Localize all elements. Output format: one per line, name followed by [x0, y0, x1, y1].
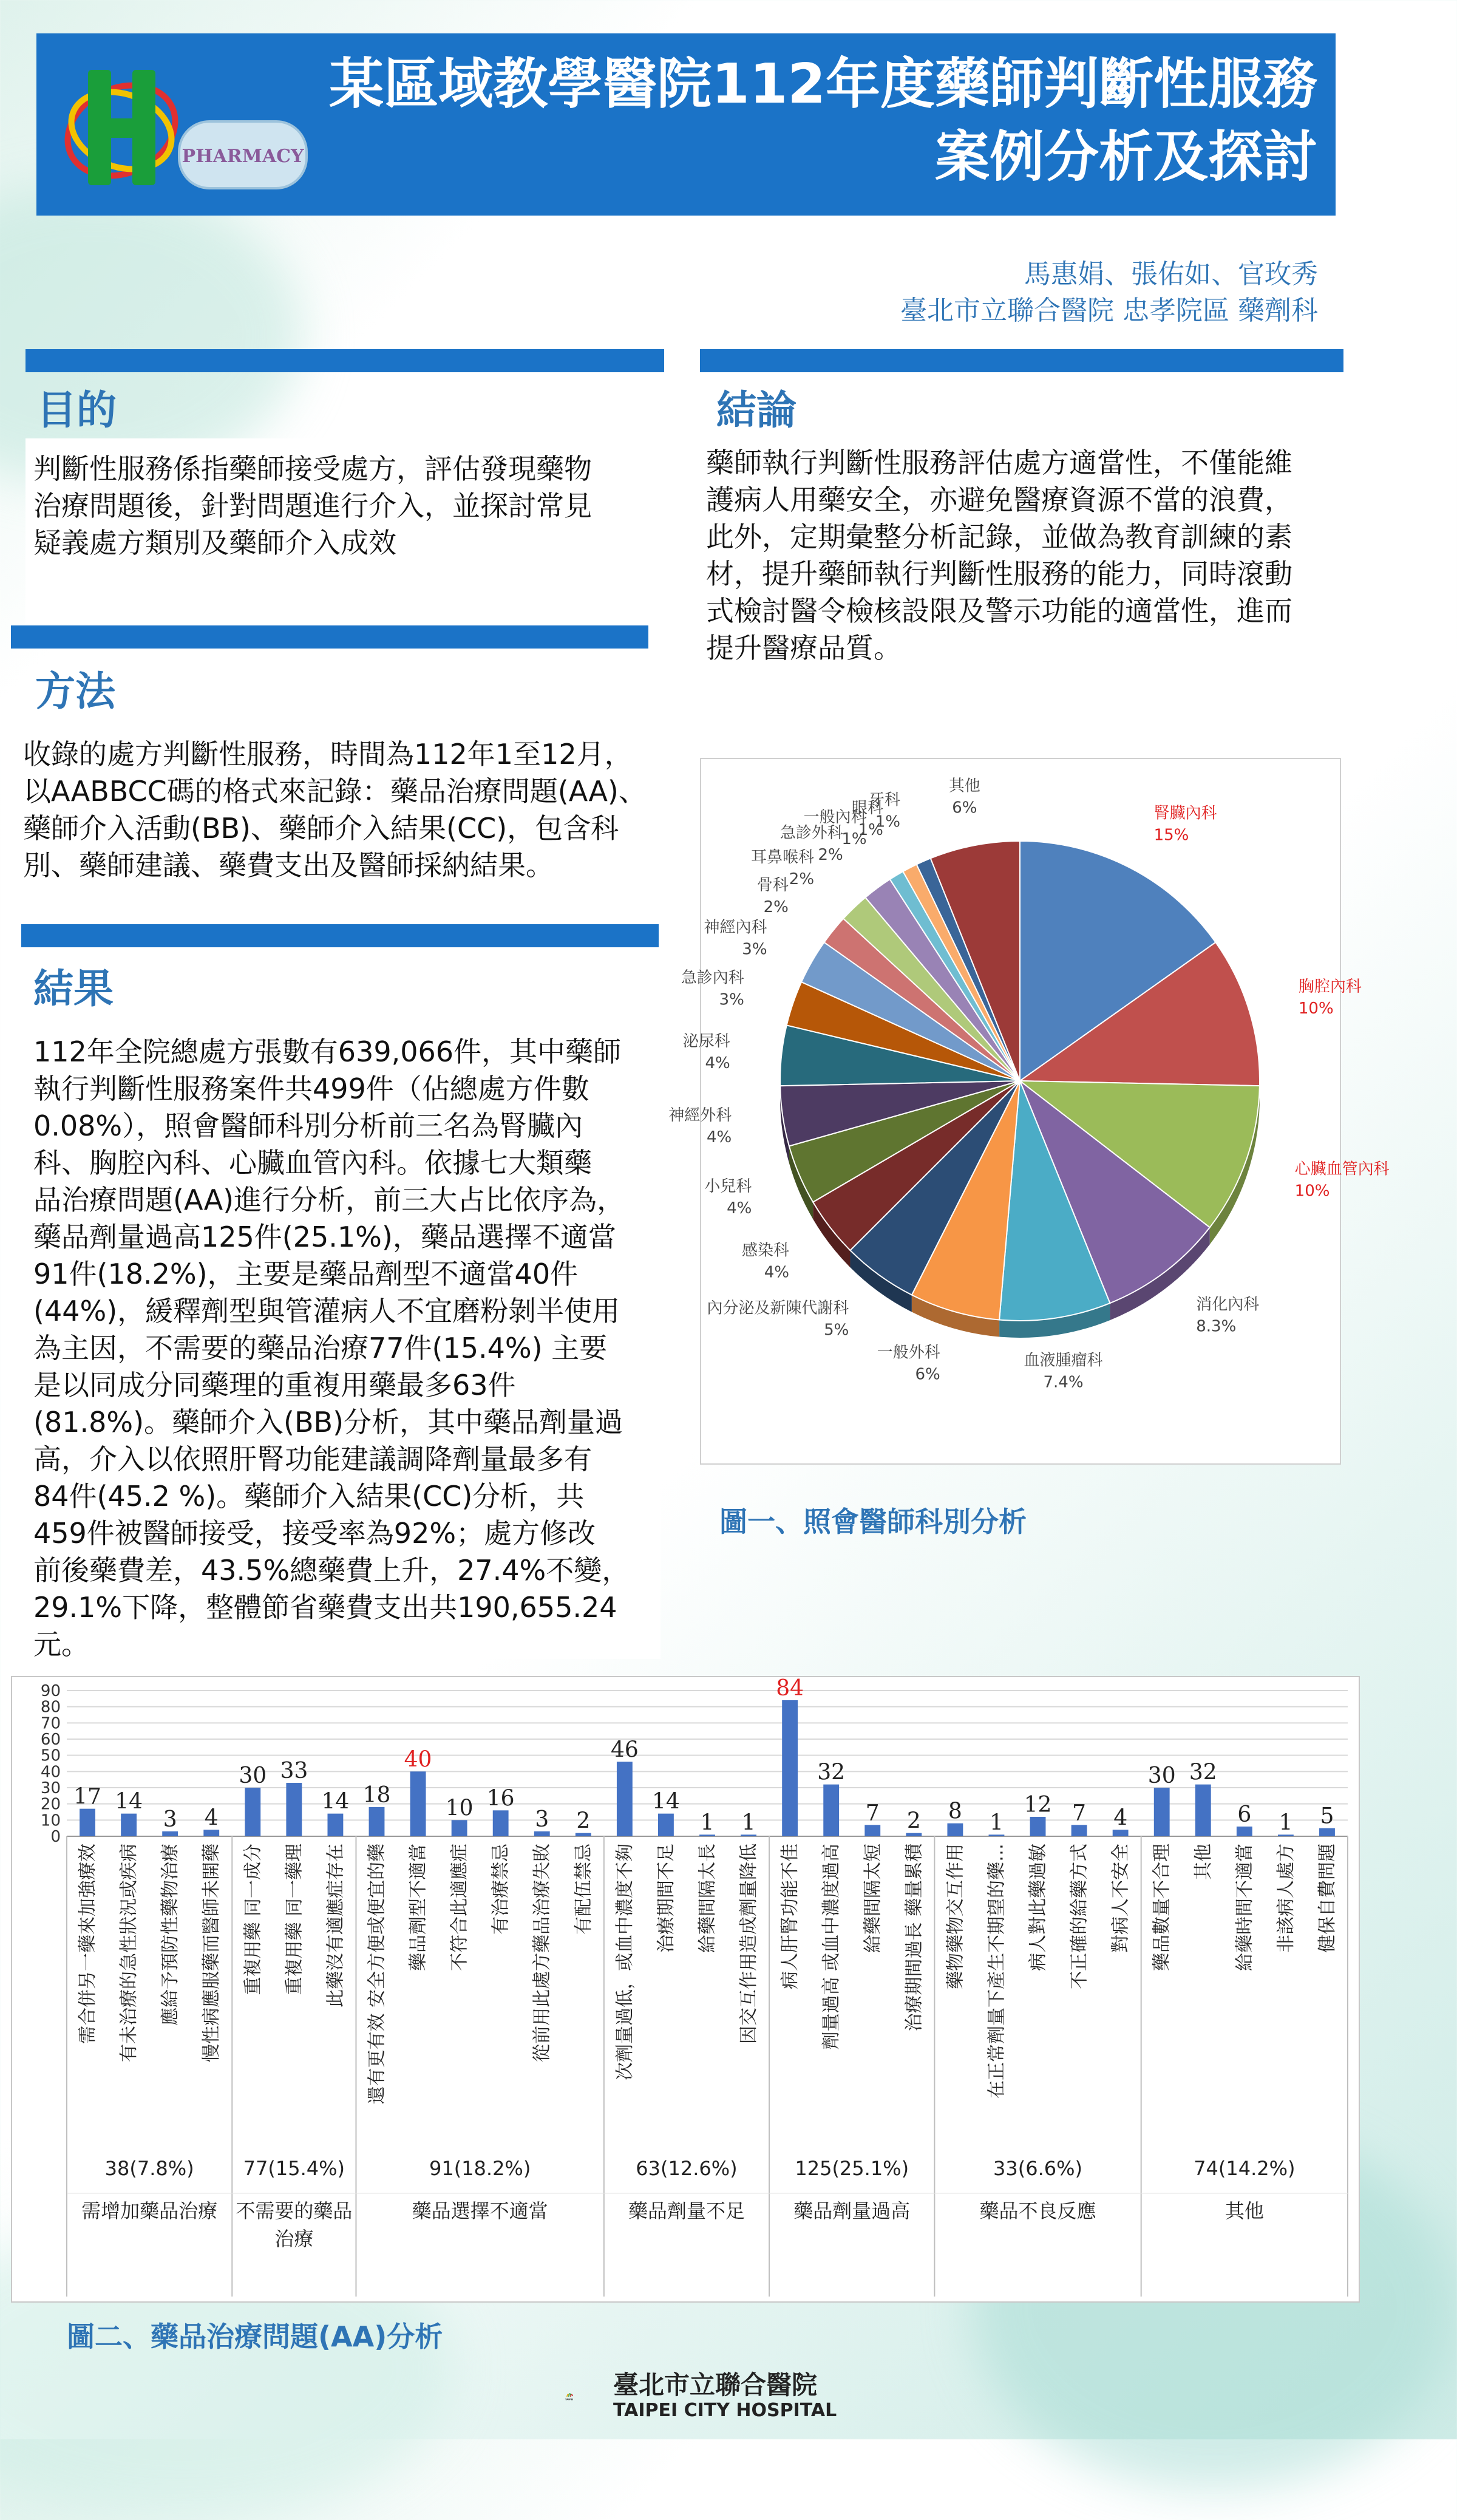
pie-value-label: 1% — [841, 830, 866, 848]
bar-value-label: 18 — [363, 1783, 391, 1808]
group-count-label: 77(15.4%) — [243, 2157, 345, 2180]
pie-label: 泌尿科 — [683, 1032, 730, 1051]
bar — [864, 1825, 880, 1836]
pie-value-label: 5% — [824, 1321, 849, 1340]
bar-value-label: 17 — [73, 1785, 101, 1810]
bar — [947, 1824, 963, 1836]
pie-label: 神經外科 — [668, 1106, 732, 1125]
y-tick-label: 90 — [41, 1682, 61, 1700]
group-count-label: 125(25.1%) — [795, 2157, 909, 2180]
category-label: 在正常劑量下產生不期望的藥… — [986, 1844, 1007, 2099]
category-label: 重複用藥 同一藥理 — [284, 1844, 305, 1995]
pie-value-label: 7.4% — [1044, 1374, 1084, 1392]
bar — [782, 1700, 798, 1836]
category-label: 慢性病應服藥而醫師未開藥 — [201, 1844, 222, 2062]
figure2-caption: 圖二、藥品治療問題(AA)分析 — [67, 2315, 443, 2355]
bar-value-label: 14 — [115, 1790, 143, 1814]
bar-value-label: 84 — [776, 1676, 804, 1701]
bar — [410, 1771, 426, 1836]
pie-label: 牙科 — [869, 791, 900, 809]
bar — [1319, 1828, 1335, 1836]
pie-label: 感染科 — [742, 1241, 789, 1259]
pie-label: 其他 — [949, 777, 980, 795]
category-label: 給藥間隔太長 — [697, 1844, 718, 1953]
pharmacy-logo — [176, 118, 310, 191]
bar — [493, 1810, 509, 1836]
category-label: 治療期間不足 — [656, 1844, 677, 1953]
pie-value-label: 8.3% — [1196, 1317, 1236, 1335]
bar-value-label: 8 — [948, 1799, 962, 1824]
pie-value-label: 4% — [727, 1199, 752, 1217]
pie-label: 急診內科 — [681, 969, 744, 987]
pie-label: 胸腔內科 — [1299, 978, 1362, 996]
bar — [121, 1814, 137, 1836]
bar-value-label: 16 — [487, 1786, 515, 1811]
bar-value-label: 40 — [404, 1747, 432, 1772]
bar — [1030, 1817, 1046, 1836]
purpose-text: 判斷性服務係指藥師接受處方，評估發現藥物 治療問題後，針對問題進行介入，並探討常見 疑義處方類別及藥師介入成效 — [33, 451, 592, 562]
pie-value-label: 6% — [952, 799, 977, 817]
category-label: 從前用此處方藥品治療失敗 — [532, 1844, 553, 2062]
category-label: 此藥沒有適應症存在 — [325, 1844, 346, 2007]
pie-label: 小兒科 — [704, 1177, 752, 1196]
bar-value-label: 3 — [163, 1807, 177, 1832]
group-name-label: 藥品不良反應 — [980, 2199, 1097, 2222]
bar-value-label: 6 — [1237, 1802, 1251, 1827]
bar-value-label: 30 — [1148, 1763, 1176, 1788]
group-count-label: 33(6.6%) — [993, 2157, 1082, 2180]
bar — [1195, 1785, 1211, 1836]
figure1-caption: 圖一、照會醫師科別分析 — [719, 1500, 1027, 1540]
pie-label: 內分泌及新陳代謝科 — [707, 1299, 849, 1318]
purpose-section-bar — [25, 349, 664, 372]
pie-label: 血液腫瘤科 — [1024, 1352, 1103, 1370]
bar-value-label: 14 — [322, 1790, 350, 1814]
group-name-label: 不需要的藥品 — [236, 2199, 352, 2222]
y-tick-label: 70 — [41, 1714, 61, 1732]
group-name-label: 其他 — [1225, 2199, 1264, 2222]
pie-value-label: 3% — [742, 940, 767, 958]
footer-hospital-name-en: TAIPEI CITY HOSPITAL — [613, 2400, 837, 2421]
bar — [203, 1830, 219, 1836]
page-title-line1: 某區域教學醫院112年度藥師判斷性服務 — [329, 39, 1317, 118]
y-tick-label: 60 — [41, 1731, 61, 1749]
conclusion-section-bar — [700, 349, 1343, 372]
bar — [823, 1785, 839, 1836]
category-label: 需合併另一藥來加強療效 — [77, 1844, 98, 2044]
pie-label: 腎臟內科 — [1154, 805, 1217, 823]
pie-value-label: 6% — [915, 1366, 940, 1384]
conclusion-text: 藥師執行判斷性服務評估處方適當性，不僅能維 護病人用藥安全，亦避免醫療資源不當的浪費， 此外，定期彙整分析記錄，並做為教育訓練的素 材，提升藥師執行判斷性服務的能力，同時滾動 式檢討醫令檢核設限及警示功能的適當性，進而 提升醫療品質。 — [706, 444, 1292, 667]
bar-value-label: 5 — [1320, 1804, 1334, 1829]
pie-label: 一般內科 — [804, 808, 867, 826]
pie-value-label: 1% — [858, 821, 883, 839]
pie-value-label: 4% — [764, 1263, 789, 1281]
group-count-label: 91(18.2%) — [429, 2157, 531, 2180]
bar — [1237, 1827, 1252, 1836]
pie-label: 急診外科 — [780, 824, 843, 842]
category-label: 次劑量過低，或血中濃度不夠 — [614, 1844, 636, 2080]
pie-value-label: 3% — [719, 991, 744, 1009]
bar — [162, 1831, 178, 1836]
pie-label: 消化內科 — [1196, 1295, 1259, 1313]
bar-value-label: 4 — [205, 1805, 219, 1830]
pie-value-label: 2% — [764, 898, 789, 916]
method-text: 收錄的處方判斷性服務，時間為112年1至12月， 以AABBCC碼的格式來記錄：藥品治療問題(AA)、 藥師介入活動(BB)、藥師介入結果(CC)，包含科 別、藥師建議、藥費支出及醫師採納結果。 — [23, 736, 647, 884]
category-label: 給藥時間不適當 — [1234, 1844, 1255, 1971]
pie-value-label: 10% — [1299, 999, 1334, 1018]
bar-chart — [12, 1677, 1359, 2301]
results-section-bar — [21, 924, 659, 947]
pie-chart-panel — [700, 758, 1341, 1465]
category-label: 病人對此藥過敏 — [1028, 1844, 1049, 1971]
category-label: 因交互作用造成劑量降低 — [738, 1844, 759, 2044]
purpose-heading: 目的 — [36, 378, 117, 435]
group-name-label: 需增加藥品治療 — [81, 2199, 217, 2222]
pie-label: 神經內科 — [704, 918, 767, 936]
group-name-label: 藥品劑量不足 — [628, 2199, 745, 2222]
category-label: 不正確的給藥方式 — [1069, 1844, 1090, 1989]
category-label: 藥品劑型不適當 — [408, 1844, 429, 1971]
pie-value-label: 15% — [1154, 826, 1189, 845]
y-tick-label: 20 — [41, 1796, 61, 1814]
results-text: 112年全院總處方張數有639,066件，其中藥師 執行判斷性服務案件共499件（佔總處方件數 0.08%），照會醫師科別分析前三名為腎臟內 科、胸腔內科、心臟血管內科。依據七大類藥 品治療問題(AA)進行分析，前三大占比依序為， 藥品劑量過高125件(25.1%)，藥品選擇不適當 91件(18.2%)，主要是藥品劑型不適當40件 (44%)，緩釋劑型與管灌病人不宜磨粉剝半使用 為主因，不需要的藥品治療77件(15.4%) 主要 是以同成分同藥理的重複用藥最多63件 (81.8%)。藥師介入(BB)分析，其中藥品劑量過 高，介入以依照肝腎功能建議調降劑量最多有 84件(45.2 %)。藥師介入結果(CC)分析，共 459件被醫師接受，接受率為92%；處方修改 前後藥費差，43.5%總藥費上升，27.4%不變， 29.1%下降，整體節省藥費支出共190,655.24 元。 — [33, 1034, 630, 1663]
affiliation: 臺北市立聯合醫院 忠孝院區 藥劑科 — [900, 288, 1318, 327]
pie-value-label: 1% — [875, 812, 900, 831]
category-label: 不符合此適應症 — [449, 1844, 470, 1971]
bar-value-label: 1 — [1279, 1810, 1292, 1835]
bar-value-label: 3 — [535, 1807, 549, 1832]
bar-value-label: 30 — [239, 1763, 267, 1788]
y-tick-label: 30 — [41, 1779, 61, 1797]
bar-value-label: 1 — [990, 1810, 1004, 1835]
group-name-label: 藥品劑量過高 — [793, 2199, 910, 2222]
bar-value-label: 1 — [701, 1810, 715, 1835]
pie-value-label: 10% — [1295, 1182, 1330, 1200]
category-label: 有配伍禁忌 — [573, 1843, 594, 1935]
category-label: 非該病人處方 — [1275, 1844, 1297, 1953]
category-label: 重複用藥 同一成分 — [242, 1844, 263, 1995]
bar-value-label: 10 — [446, 1796, 474, 1820]
bar-value-label: 12 — [1024, 1793, 1052, 1817]
group-count-label: 38(7.8%) — [105, 2157, 194, 2180]
pie-value-label: 4% — [705, 1054, 730, 1072]
pie-label: 眼科 — [852, 799, 883, 817]
pie-chart — [701, 759, 1340, 1463]
pie-label: 一般外科 — [877, 1344, 940, 1362]
category-label: 治療期間過長 藥量累積 — [903, 1842, 925, 2032]
bar — [245, 1788, 260, 1836]
category-label: 還有更有效 安全方便或便宜的藥 — [366, 1844, 387, 2105]
conclusion-heading: 結論 — [716, 378, 796, 435]
bar-value-label: 32 — [817, 1760, 845, 1785]
pie-label: 耳鼻喉科 — [751, 848, 814, 867]
group-name-label: 藥品選擇不適當 — [412, 2199, 548, 2222]
bar — [1072, 1825, 1087, 1836]
bar — [369, 1807, 385, 1836]
category-label: 劑量過高 或血中濃度過高 — [821, 1844, 842, 2050]
y-tick-label: 0 — [50, 1828, 61, 1846]
bar-value-label: 32 — [1189, 1760, 1217, 1785]
method-heading: 方法 — [35, 659, 115, 717]
results-heading: 結果 — [33, 956, 114, 1014]
footer-logo-text: TAIPEI — [565, 2398, 574, 2401]
bar — [617, 1762, 633, 1836]
pie-value-label: 2% — [789, 870, 814, 888]
bar — [658, 1814, 674, 1836]
category-label: 給藥間隔太短 — [862, 1844, 883, 1953]
category-label: 有治療禁忌 — [491, 1843, 512, 1935]
bar-value-label: 4 — [1113, 1805, 1127, 1830]
bar — [534, 1831, 550, 1836]
hospital-h-logo — [61, 58, 182, 197]
bar-value-label: 1 — [742, 1810, 756, 1835]
group-name-label: 治療 — [274, 2227, 313, 2250]
category-label: 健保自費問題 — [1317, 1843, 1338, 1953]
pie-value-label: 4% — [707, 1128, 732, 1146]
title-banner — [36, 33, 1336, 216]
y-tick-label: 50 — [41, 1747, 61, 1765]
bar-value-label: 33 — [280, 1759, 308, 1783]
bar-chart-panel — [11, 1676, 1360, 2303]
y-tick-label: 80 — [41, 1698, 61, 1717]
bar-value-label: 7 — [866, 1800, 880, 1825]
bar — [1113, 1830, 1129, 1836]
bar-value-label: 14 — [652, 1790, 680, 1814]
footer-hospital-name: 臺北市立聯合醫院 — [613, 2365, 817, 2402]
pie-label: 骨科 — [757, 876, 789, 894]
bar-value-label: 46 — [611, 1737, 639, 1762]
category-label: 其他 — [1193, 1844, 1214, 1880]
pie-value-label: 2% — [818, 846, 843, 864]
y-tick-label: 10 — [41, 1811, 61, 1830]
category-label: 對病人不安全 — [1110, 1844, 1132, 1953]
bar-value-label: 2 — [907, 1809, 921, 1834]
bar — [327, 1814, 343, 1836]
category-label: 有未治療的急性狀況或疾病 — [118, 1844, 140, 2062]
category-label: 應給予預防性藥物治療 — [160, 1844, 181, 2026]
category-label: 藥物藥物交互作用 — [945, 1844, 966, 1989]
group-count-label: 63(12.6%) — [636, 2157, 737, 2180]
method-section-bar — [11, 625, 648, 649]
page-title-line2: 案例分析及探討 — [935, 112, 1317, 191]
taipei-hospital-logo — [565, 2365, 613, 2426]
bar — [452, 1820, 467, 1836]
bar-value-label: 7 — [1072, 1800, 1086, 1825]
bar — [80, 1809, 95, 1836]
pharmacy-logo-text: PHARMACY — [182, 146, 304, 167]
category-label: 病人肝腎功能不佳 — [779, 1844, 801, 1989]
category-label: 藥品數量不合理 — [1152, 1844, 1173, 1971]
y-tick-label: 40 — [41, 1763, 61, 1781]
bar — [286, 1783, 302, 1836]
bar-value-label: 2 — [576, 1809, 590, 1834]
authors: 馬惠娟、張佑如、官玫秀 — [1024, 252, 1318, 291]
group-count-label: 74(14.2%) — [1194, 2157, 1295, 2180]
pie-label: 心臟血管內科 — [1295, 1160, 1390, 1179]
bar — [1154, 1788, 1170, 1836]
